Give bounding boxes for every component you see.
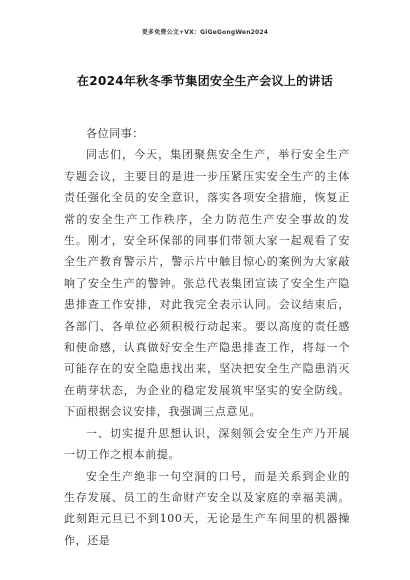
document-title: 在2024年秋冬季节集团安全生产会议上的讲话 <box>77 74 333 88</box>
paragraph: 安全生产绝非一句空洞的口号，而是关系到企业的生存发展、员工的生命财产安全以及家庭的幸福美满。此刻距元旦已不到100天，无论是生产车间里的机器操作，还是 <box>64 469 350 547</box>
header-note: 更多免费公文+VX：GiGeGongWen2024 <box>141 29 269 36</box>
paragraph: 同志们，今天，集团聚焦安全生产，举行安全生产专题会议，主要目的是进一步压紧压实安全生产的主体责任强化全员的安全意识，落实各项安全措施，恢复正常的安全生产工作秩序，全力防范生产安全事故的发生。刚才，安全环保部的同事们带领大家一起观看了安全生产教育警示片，警示片中触目惊心的案例为大家敲响了安全生产的警钟。张总代表集团宣读了安全生产隐患排查工作安排，对此我完全表示认同。会议结束后，各部门、各单位必须积极行动起来。要以高度的责任感和使命感，认真做好安全生产隐患排查工作，将每一个可能存在的安全隐患找出来，坚决把安全生产隐患消灭在萌芽状态，为企业的稳定发展筑牢坚实的安全防线。下面根据会议安排，我强调三点意见。 <box>64 148 350 419</box>
document-body <box>64 123 350 551</box>
salutation: 各位同事： <box>86 127 144 140</box>
section-heading: 一、切实提升思想认识，深刻领会安全生产乃开展一切工作之根本前提。 <box>64 426 350 462</box>
